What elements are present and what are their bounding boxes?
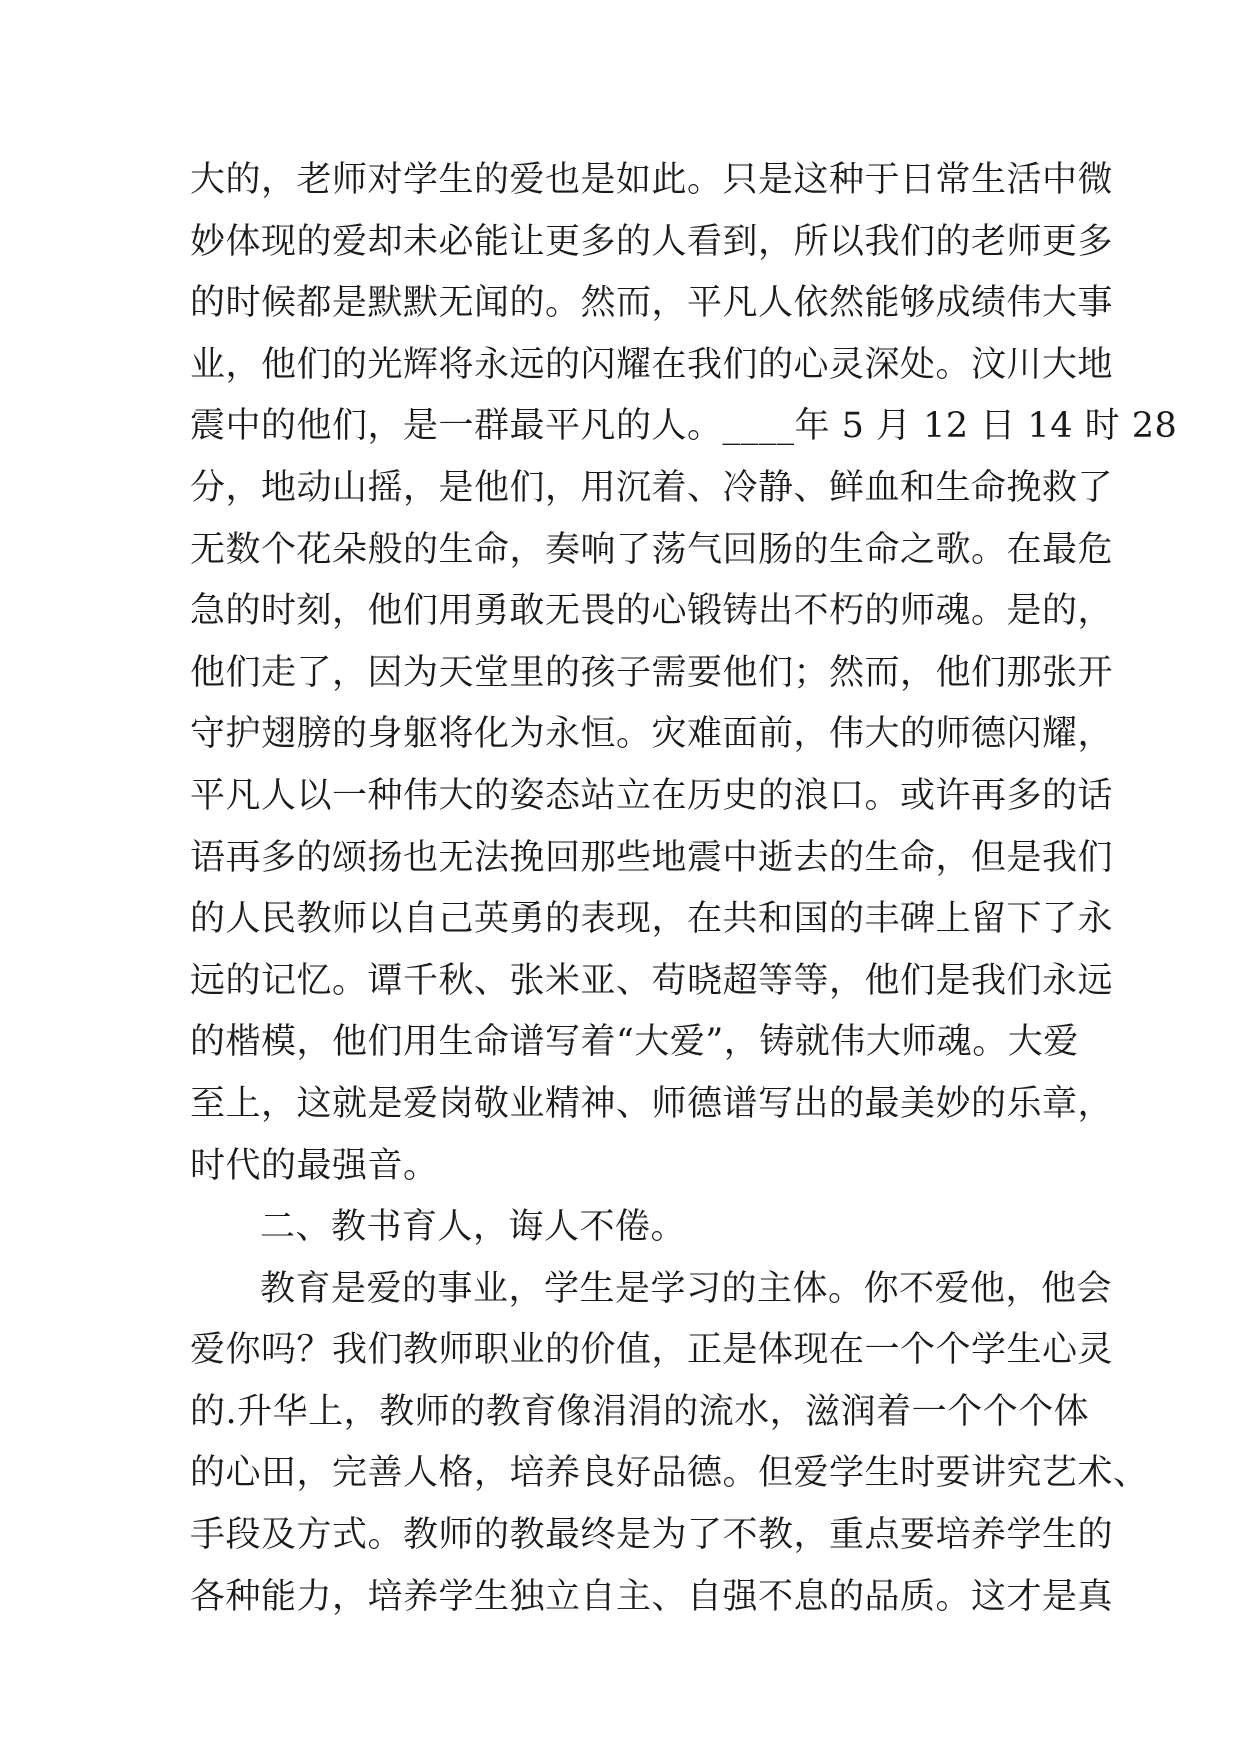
text-line: 手段及方式。教师的教最终是为了不教，重点要培养学生的 [190,1515,1114,1556]
text-line: 语再多的颂扬也无法挽回那些地震中逝去的生命，但是我们 [190,837,1114,878]
text-line: 爱你吗？我们教师职业的价值，正是体现在一个个学生心灵 [190,1330,1114,1371]
text-line: 急的时刻，他们用勇敢无畏的心锻铸出不朽的师魂。是的， [190,591,1114,632]
text-line: 的人民教师以自己英勇的表现，在共和国的丰碑上留下了永 [190,899,1114,940]
text-line: 他们走了，因为天堂里的孩子需要他们；然而，他们那张开 [190,652,1114,693]
text-line: 的楷模，他们用生命谱写着“大爱”，铸就伟大师魂。大爱 [190,1022,1079,1063]
text-line: 时代的最强音。 [190,1145,439,1186]
text-line: 的时候都是默默无闻的。然而，平凡人依然能够成绩伟大事 [190,283,1114,324]
text-line: 大的，老师对学生的爱也是如此。只是这种于日常生活中微 [190,160,1114,200]
text-line: 平凡人以一种伟大的姿态站立在历史的浪口。或许再多的话 [190,775,1114,816]
text-line: 的.升华上，教师的教育像涓涓的流水，滋润着一个个个体 [190,1391,1090,1432]
text-line: 业，他们的光辉将永远的闪耀在我们的心灵深处。汶川大地 [190,344,1114,385]
text-line: 教育是爱的事业，学生是学习的主体。你不爱他，他会 [260,1268,1113,1309]
text-line: 远的记忆。谭千秋、张米亚、苟晓超等等，他们是我们永远 [190,960,1114,1001]
text-line: 的心田，完善人格，培养良好品德。但爱学生时要讲究艺术、 [190,1453,1149,1494]
text-line: 震中的他们，是一群最平凡的人。____年 5 月 12 日 14 时 28 [190,406,1178,447]
text-line: 二、教书育人，诲人不倦。 [260,1207,687,1248]
text-line: 妙体现的爱却未必能让更多的人看到，所以我们的老师更多 [190,221,1114,262]
text-line: 分，地动山摇，是他们，用沉着、冷静、鲜血和生命挽救了 [190,467,1114,508]
document-body [190,150,1178,1628]
text-line: 至上，这就是爱岗敬业精神、师德谱写出的最美妙的乐章， [190,1083,1114,1124]
text-line: 守护翅膀的身躯将化为永恒。灾难面前，伟大的师德闪耀， [190,714,1114,755]
text-line: 无数个花朵般的生命，奏响了荡气回肠的生命之歌。在最危 [190,529,1114,570]
text-line: 各种能力，培养学生独立自主、自强不息的品质。这才是真 [190,1576,1114,1617]
